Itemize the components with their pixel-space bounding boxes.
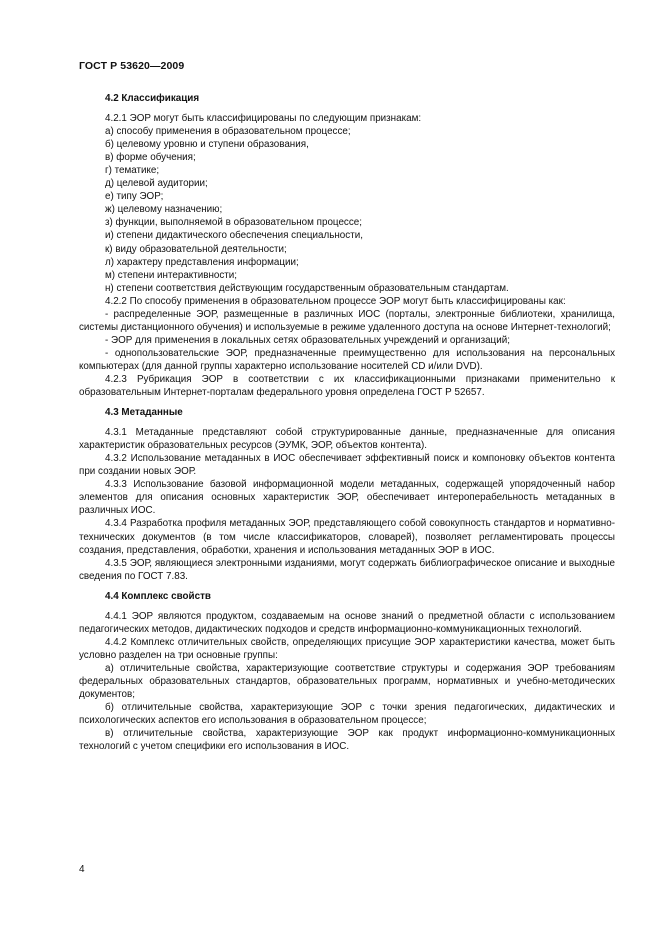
page-number: 4 — [79, 864, 85, 875]
paragraph-4-3-1: 4.3.1 Метаданные представляют собой структурированные данные, предназначенные для описания характеристик образовательных ресурсов (ЭУМК, ЭОР, объектов контента). — [79, 427, 615, 452]
paragraph-4-2-2: 4.2.2 По способу применения в образовательном процессе ЭОР могут быть классифицированы как: — [105, 295, 566, 307]
list-item: д) целевой аудитории; — [105, 178, 208, 190]
list-item: е) типу ЭОР; — [105, 191, 164, 203]
dash-item: - распределенные ЭОР, размещенные в различных ИОС (порталы, электронные библиотеки, хранилища, системы дистанционного обучения) и используемые в режиме удаленного доступа на основе Интернет-технологий; — [79, 308, 615, 333]
list-item: б) целевому уровню и ступени образования, — [105, 139, 309, 151]
paragraph-4-4-2: 4.4.2 Комплекс отличительных свойств, определяющих присущие ЭОР характеристики качества, может быть условно разделен на три основные группы: — [79, 636, 615, 661]
paragraph-4-3-5: 4.3.5 ЭОР, являющиеся электронными изданиями, могут содержать библиографическое описание и выходные сведения по ГОСТ 7.83. — [79, 557, 615, 582]
paragraph-4-3-4: 4.3.4 Разработка профиля метаданных ЭОР, представляющего собой совокупность стандартов и нормативно-технических документов (в том числе классификаторов, словарей), позволяет регламентировать процессы создания, представления, обработки, хранения и использования метаданных ЭОР в ИОС. — [79, 518, 615, 556]
list-item: н) степени соответствия действующим государственным образовательным стандартам. — [105, 282, 509, 294]
paragraph-4-4-1: 4.4.1 ЭОР являются продуктом, создаваемым на основе знаний о предметной области с использованием педагогических методов, дидактических подходов и средств информационно-коммуникационных технологий. — [79, 610, 615, 635]
list-item: з) функции, выполняемой в образовательном процессе; — [105, 217, 362, 229]
classification-list — [79, 125, 615, 295]
property-group-b: б) отличительные свойства, характеризующие ЭОР с точки зрения педагогических, дидактических и психологических аспектов его использования в образовательном процессе; — [79, 702, 615, 727]
list-item: и) степени дидактического обеспечения специальности, — [105, 230, 363, 242]
document-body — [79, 92, 615, 753]
list-item: г) тематике; — [105, 165, 160, 177]
list-item: м) степени интерактивности; — [105, 269, 238, 281]
list-item: к) виду образовательной деятельности; — [105, 243, 287, 255]
dash-item: - однопользовательские ЭОР, предназначенные преимущественно для использования на персональных компьютерах (для данной группы характерно использование носителей CD и/или DVD). — [79, 347, 615, 372]
section-heading-4-2: 4.2 Классификация — [105, 93, 200, 104]
list-item: а) способу применения в образовательном процессе; — [105, 126, 351, 138]
paragraph-4-2-1: 4.2.1 ЭОР могут быть классифицированы по следующим признакам: — [105, 113, 422, 125]
paragraph-4-2-3: 4.2.3 Рубрикация ЭОР в соответствии с их классификационными признаками применительно к образовательным Интернет-порталам федерального уровня определена ГОСТ Р 52657. — [79, 373, 615, 399]
list-item: в) форме обучения; — [105, 152, 196, 164]
property-group-a: а) отличительные свойства, характеризующие соответствие структуры и содержания ЭОР требованиям федеральных образовательных стандартов, образовательных программ, нормативных и учебно-методических документов; — [79, 662, 615, 701]
property-group-c: в) отличительные свойства, характеризующие ЭОР как продукт информационно-коммуникационных технологий с учетом специфики его использования в ИОС. — [79, 728, 615, 753]
list-item: л) характеру представления информации; — [105, 256, 299, 268]
document-header: ГОСТ Р 53620—2009 — [79, 60, 185, 72]
dash-item: - ЭОР для применения в локальных сетях образовательных учреждений и организаций; — [105, 334, 510, 346]
list-item: ж) целевому назначению; — [105, 204, 223, 216]
paragraph-4-3-2: 4.3.2 Использование метаданных в ИОС обеспечивает эффективный поиск и компоновку объектов контента при создании новых ЭОР. — [79, 453, 615, 478]
paragraph-4-3-3: 4.3.3 Использование базовой информационной модели метаданных, содержащей упорядоченный набор элементов для описания основных характеристик ЭОР, обеспечивает интероперабельность метаданных в различных ИОС. — [79, 479, 615, 517]
section-heading-4-3: 4.3 Метаданные — [105, 407, 183, 419]
section-heading-4-4: 4.4 Комплекс свойств — [105, 590, 211, 602]
